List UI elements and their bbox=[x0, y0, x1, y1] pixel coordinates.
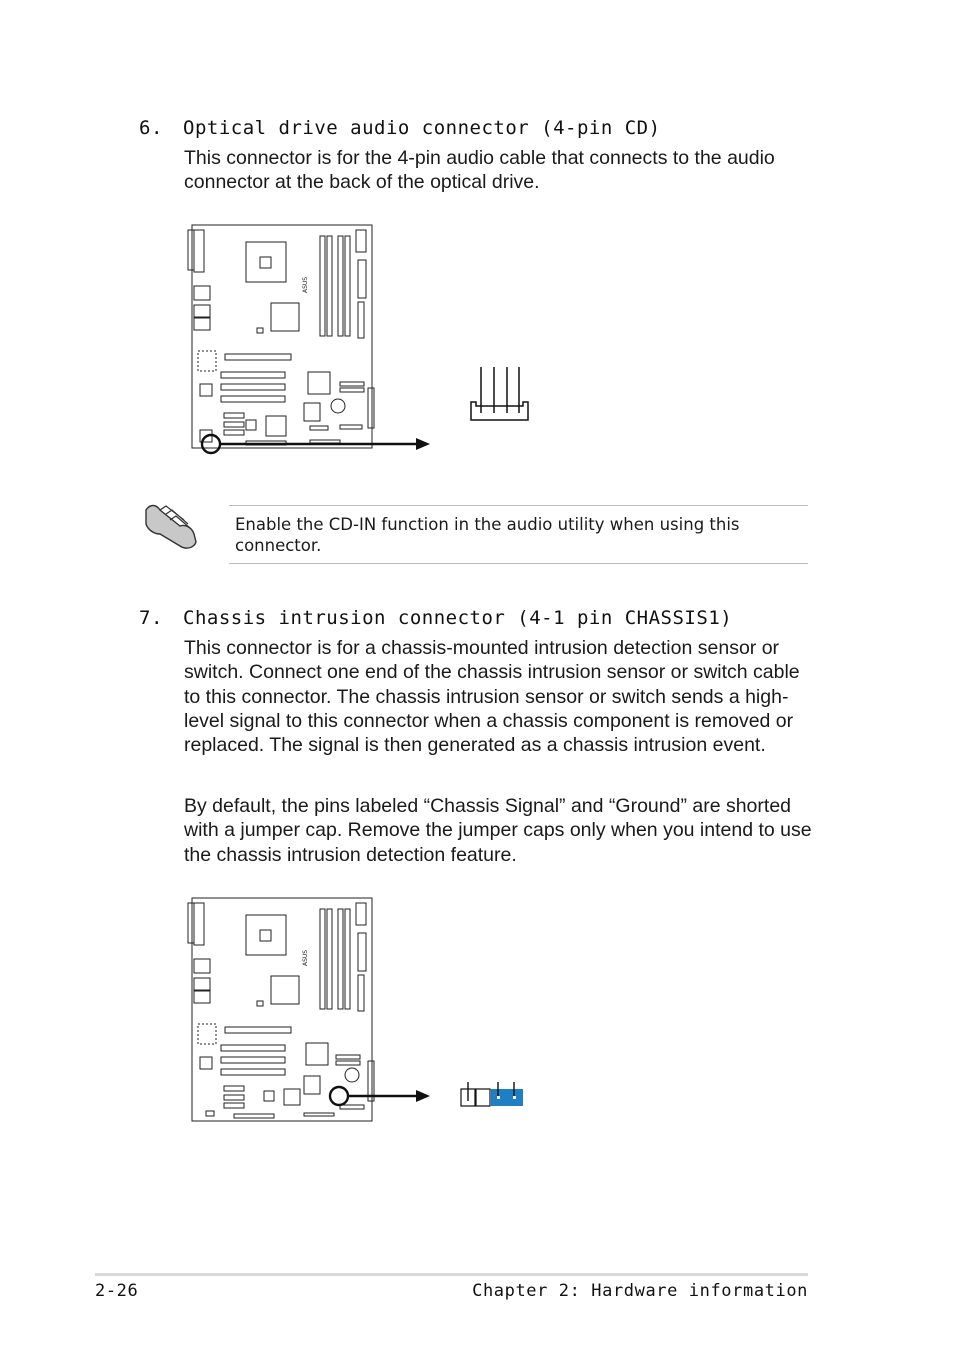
note-text: Enable the CD-IN function in the audio utility when using this connector. bbox=[235, 515, 740, 555]
chassis-connector-highlight bbox=[330, 1087, 348, 1105]
pointer-arrow-head-2 bbox=[416, 1090, 430, 1102]
jumper-cap bbox=[491, 1089, 523, 1106]
chapter-title: Chapter 2: Hardware information bbox=[472, 1281, 808, 1301]
section-6-number: 6. bbox=[139, 117, 163, 139]
section-6-heading bbox=[139, 117, 661, 139]
section-6-description: This connector is for the 4-pin audio cable that connects to the audio connector at the back of the optical drive. bbox=[184, 147, 775, 194]
pointer-arrow-head bbox=[416, 438, 430, 450]
motherboard-outline-2 bbox=[188, 898, 374, 1121]
page-number: 2-26 bbox=[95, 1281, 139, 1301]
chassis-connector-pins bbox=[461, 1082, 523, 1106]
note-box bbox=[229, 505, 808, 564]
motherboard-outline bbox=[188, 225, 374, 448]
section-7-title: Chassis intrusion connector (4-1 pin CHASSIS1) bbox=[183, 607, 733, 629]
section-7-paragraph-1: This connector is for a chassis-mounted intrusion detection sensor or switch. Connect one end of the chassis intrusion sensor or switch cable to this connector. The chassis intrusion sensor or switch sends a high-level signal to this connector when a chassis component is removed or replaced. The signal is then generated as a chassis intrusion event. bbox=[184, 637, 800, 757]
cd-connector-diagram bbox=[180, 220, 540, 460]
board-logo-text: ASUS bbox=[302, 276, 309, 293]
cd-connector-pins bbox=[471, 367, 528, 420]
chassis-connector-diagram bbox=[180, 893, 540, 1133]
hand-note-icon bbox=[140, 500, 200, 550]
section-7-heading bbox=[139, 607, 732, 629]
section-6-title: Optical drive audio connector (4-pin CD) bbox=[183, 117, 661, 139]
cd-connector-highlight bbox=[202, 435, 220, 453]
footer-rule bbox=[95, 1273, 808, 1276]
section-7-paragraph-2: By default, the pins labeled “Chassis Signal” and “Ground” are shorted with a jumper cap. Remove the jumper caps only when you intend to use the chassis intrusion detection feature. bbox=[184, 795, 812, 866]
section-7-number: 7. bbox=[139, 607, 163, 629]
board-logo-text-2: ASUS bbox=[302, 949, 309, 966]
